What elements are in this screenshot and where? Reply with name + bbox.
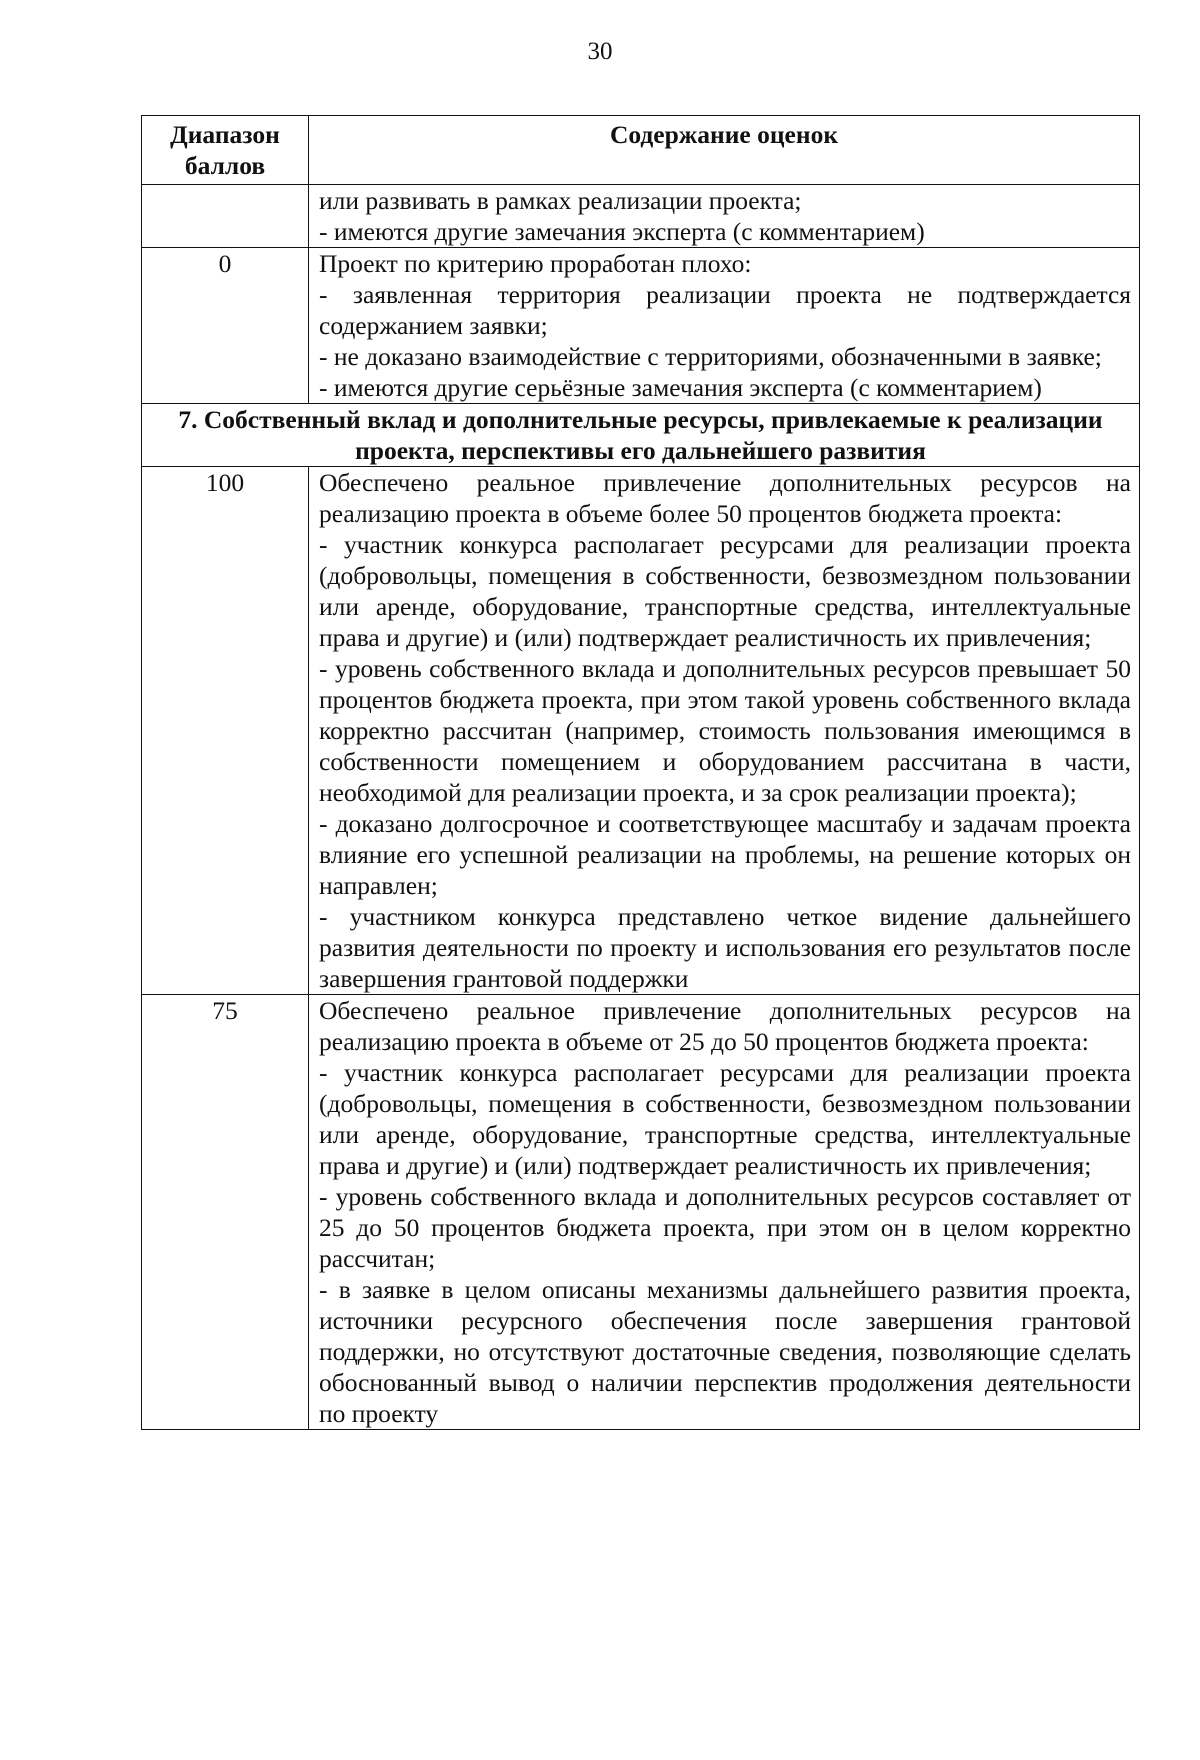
criterion-line: Проект по критерию проработан плохо: xyxy=(319,249,752,278)
content-cell xyxy=(309,995,1140,1430)
criterion-line: - заявленная территория реализации проекта не подтверждается содержанием заявки; xyxy=(319,280,1131,340)
criterion-line: - имеются другие серьёзные замечания эксперта (с комментарием) xyxy=(319,373,1042,402)
criterion-line: Обеспечено реальное привлечение дополнительных ресурсов на реализацию проекта в объеме от 25 до 50 процентов бюджета проекта: xyxy=(319,996,1131,1056)
table-row xyxy=(142,995,1140,1430)
table-row xyxy=(142,248,1140,404)
criterion-line: - имеются другие замечания эксперта (с комментарием) xyxy=(319,217,925,246)
criterion-line: или развивать в рамках реализации проекта; xyxy=(319,186,802,215)
header-content: Содержание оценок xyxy=(309,116,1140,185)
criterion-line: Обеспечено реальное привлечение дополнительных ресурсов на реализацию проекта в объеме более 50 процентов бюджета проекта: xyxy=(319,468,1131,528)
criterion-line: - участником конкурса представлено четкое видение дальнейшего развития деятельности по проекту и использования его результатов после завершения грантовой поддержки xyxy=(319,902,1131,993)
page-number: 30 xyxy=(587,38,613,65)
evaluation-table xyxy=(141,115,1140,1430)
criterion-line: - уровень собственного вклада и дополнительных ресурсов составляет от 25 до 50 процентов бюджета проекта, при этом он в целом корректно рассчитан; xyxy=(319,1182,1131,1273)
score-cell: 0 xyxy=(142,248,309,404)
criterion-line: - участник конкурса располагает ресурсами для реализации проекта (добровольцы, помещения в собственности, безвозмездном пользовании или аренде, оборудование, транспортные средства, интеллектуальные права и другие) и (или) подтверждает реалистичность их привлечения; xyxy=(319,530,1131,652)
criterion-line: - в заявке в целом описаны механизмы дальнейшего развития проекта, источники ресурсного обеспечения после завершения грантовой поддержки, но отсутствуют достаточные сведения, позволяющие сделать обоснованный вывод о наличии перспектив продолжения деятельности по проекту xyxy=(319,1275,1131,1428)
section-header-row xyxy=(142,404,1140,467)
table-row xyxy=(142,467,1140,995)
score-cell xyxy=(142,185,309,248)
table-row xyxy=(142,185,1140,248)
score-cell: 75 xyxy=(142,995,309,1430)
content-cell xyxy=(309,467,1140,995)
criterion-line: - не доказано взаимодействие с территориями, обозначенными в заявке; xyxy=(319,342,1102,371)
section-title: 7. Собственный вклад и дополнительные ресурсы, привлекаемые к реализации проекта, перспективы его дальнейшего развития xyxy=(142,404,1140,467)
table-header-row xyxy=(142,116,1140,185)
score-cell: 100 xyxy=(142,467,309,995)
criterion-line: - участник конкурса располагает ресурсами для реализации проекта (добровольцы, помещения в собственности, безвозмездном пользовании или аренде, оборудование, транспортные средства, интеллектуальные права и другие) и (или) подтверждает реалистичность их привлечения; xyxy=(319,1058,1131,1180)
content-cell xyxy=(309,185,1140,248)
header-score-range: Диапазон баллов xyxy=(142,116,309,185)
table-body xyxy=(142,185,1140,1430)
criterion-line: - доказано долгосрочное и соответствующее масштабу и задачам проекта влияние его успешной реализации на проблемы, на решение которых он направлен; xyxy=(319,809,1131,900)
content-cell xyxy=(309,248,1140,404)
criterion-line: - уровень собственного вклада и дополнительных ресурсов превышает 50 процентов бюджета проекта, при этом такой уровень собственного вклада корректно рассчитан (например, стоимость пользования имеющимся в собственности помещением и оборудованием рассчитана в части, необходимой для реализации проекта, и за срок реализации проекта); xyxy=(319,654,1131,807)
